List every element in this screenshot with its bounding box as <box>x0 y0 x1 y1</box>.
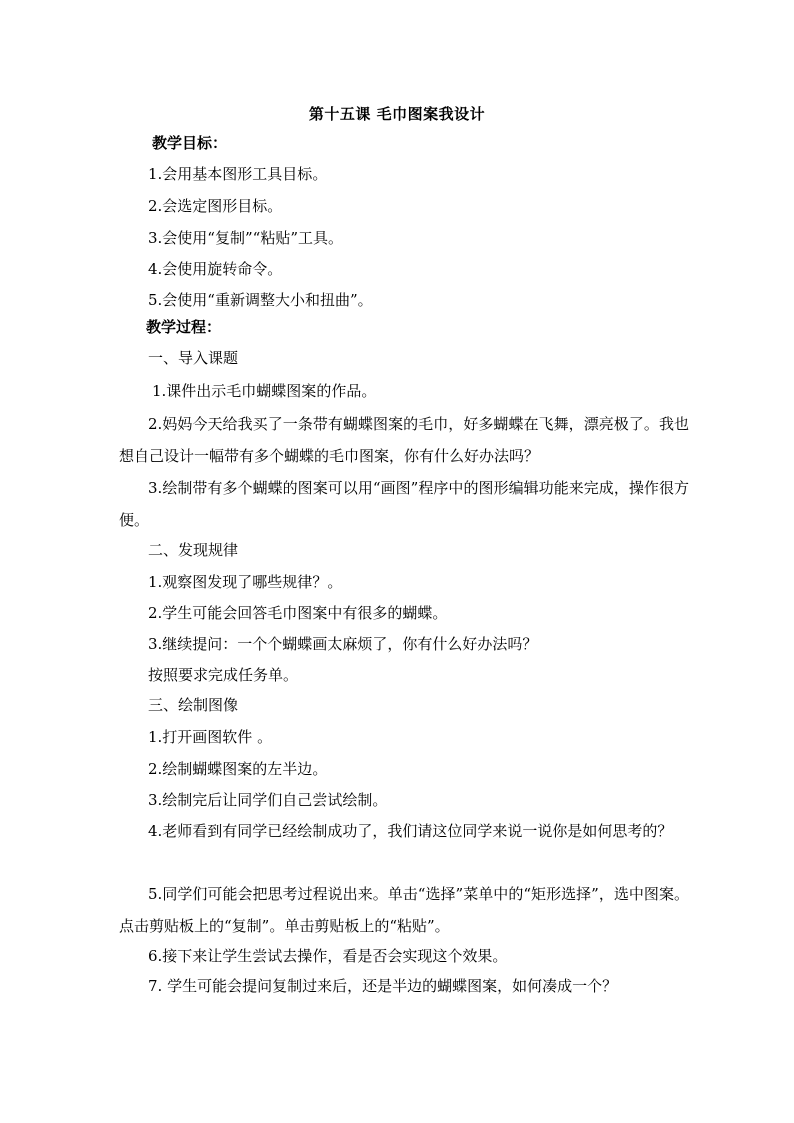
list-item: 6.接下来让学生尝试去操作，看是否会实现这个效果。 <box>148 947 508 965</box>
list-item: 7. 学生可能会提问复制过来后，还是半边的蝴蝶图案，如何凑成一个？ <box>148 977 618 995</box>
document-title: 第十五课 毛巾图案我设计 <box>308 105 486 123</box>
list-item: 3.绘制带有多个蝴蝶的图案可以用“画图”程序中的图形编辑功能来完成，操作很方便。 <box>119 479 689 529</box>
list-item: 3.继续提问：一个个蝴蝶画太麻烦了，你有什么好办法吗？ <box>148 635 538 653</box>
section-title: 三、绘制图像 <box>148 696 239 714</box>
list-item: 5.同学们可能会把思考过程说出来。单击“选择”菜单中的“矩形选择”，选中图案。 点击剪贴板上的“复制”。单击剪贴板上的“粘贴”。 <box>119 885 689 935</box>
objectives-heading: 教学目标： <box>152 134 228 152</box>
list-item: 按照要求完成任务单。 <box>148 666 299 684</box>
section-title: 一、导入课题 <box>148 349 239 367</box>
section-title: 二、发现规律 <box>148 541 239 559</box>
list-item: 2.绘制蝴蝶图案的左半边。 <box>148 760 328 778</box>
objective-item: 1.会用基本图形工具目标。 <box>148 165 328 183</box>
objective-item: 3.会使用“复制”“粘贴”工具。 <box>148 229 343 247</box>
objective-item: 5.会使用“重新调整大小和扭曲”。 <box>148 291 373 309</box>
list-item: 1.打开画图软件 。 <box>148 728 273 746</box>
list-item: 2.妈妈今天给我买了一条带有蝴蝶图案的毛巾，好多蝴蝶在飞舞，漂亮极了。我也想自己设计一幅带有多个蝴蝶的毛巾图案，你有什么好办法吗？ <box>119 415 689 465</box>
list-item: 1.课件出示毛巾蝴蝶图案的作品。 <box>152 382 377 400</box>
list-item: 1.观察图发现了哪些规律？。 <box>148 573 343 591</box>
objective-item: 2.会选定图形目标。 <box>148 197 283 215</box>
list-item: 2.学生可能会回答毛巾图案中有很多的蝴蝶。 <box>148 604 448 622</box>
process-heading: 教学过程： <box>146 318 222 336</box>
objective-item: 4.会使用旋转命令。 <box>148 260 283 278</box>
list-item: 4.老师看到有同学已经绘制成功了，我们请这位同学来说一说你是如何思考的？ <box>148 822 673 840</box>
list-item: 3.绘制完后让同学们自己尝试绘制。 <box>148 791 388 809</box>
